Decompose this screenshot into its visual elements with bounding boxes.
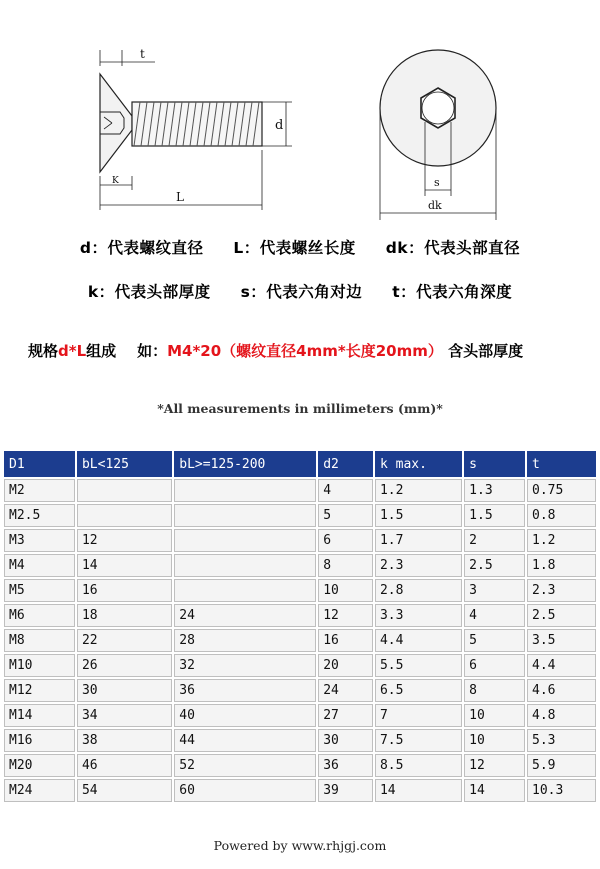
table-cell: 4	[464, 604, 525, 627]
legend-line-2	[0, 280, 600, 302]
dimension-table	[2, 449, 598, 804]
legend-hex-depth: t：代表六角深度	[392, 283, 513, 301]
legend-head-thickness: k：代表头部厚度	[87, 283, 211, 301]
table-cell	[174, 479, 316, 502]
table-cell: 8.5	[375, 754, 462, 777]
side-view	[100, 50, 292, 210]
spec-example-label: 如：	[137, 342, 168, 360]
diagram-label-L: L	[176, 190, 184, 204]
table-cell: 6.5	[375, 679, 462, 702]
table-cell: M20	[4, 754, 75, 777]
legend-screw-length: L：代表螺丝长度	[233, 239, 356, 257]
header-k-max: k max.	[375, 451, 462, 477]
table-cell: 1.5	[464, 504, 525, 527]
table-cell: 54	[77, 779, 172, 802]
table-cell: 39	[318, 779, 373, 802]
table-cell: 14	[375, 779, 462, 802]
table-cell: 20	[318, 654, 373, 677]
table-cell: 18	[77, 604, 172, 627]
table-cell: 14	[464, 779, 525, 802]
table-row	[4, 604, 596, 627]
table-cell: M8	[4, 629, 75, 652]
diagram-label-dk: dk	[428, 199, 442, 212]
table-cell: 44	[174, 729, 316, 752]
table-cell: 0.75	[527, 479, 596, 502]
spec-description	[28, 340, 523, 361]
table-cell: 26	[77, 654, 172, 677]
table-cell: 2.8	[375, 579, 462, 602]
spec-example: M4*20（螺纹直径4mm*长度20mm）	[167, 342, 443, 360]
spec-note: 含头部厚度	[448, 342, 524, 360]
table-cell: 1.2	[527, 529, 596, 552]
table-cell: 32	[174, 654, 316, 677]
table-cell	[174, 554, 316, 577]
table-cell: 8	[464, 679, 525, 702]
top-view	[380, 50, 496, 220]
table-cell: 16	[77, 579, 172, 602]
table-cell: 5.5	[375, 654, 462, 677]
measurement-note: *All measurements in millimeters (mm)*	[157, 401, 443, 416]
table-cell: 12	[318, 604, 373, 627]
table-cell: M24	[4, 779, 75, 802]
table-cell: 1.2	[375, 479, 462, 502]
table-cell: M12	[4, 679, 75, 702]
table-cell: 7	[375, 704, 462, 727]
table-cell: M2	[4, 479, 75, 502]
table-cell: 2.3	[527, 579, 596, 602]
table-cell: 1.8	[527, 554, 596, 577]
table-cell: 6	[464, 654, 525, 677]
table-cell: 34	[77, 704, 172, 727]
header-t: t	[527, 451, 596, 477]
diagram-label-t: t	[140, 47, 145, 61]
table-row	[4, 754, 596, 777]
legend-head-diameter: dk：代表头部直径	[385, 239, 521, 257]
table-cell: 40	[174, 704, 316, 727]
screw-diagram	[0, 0, 600, 225]
table-cell: 38	[77, 729, 172, 752]
diagram-label-d: d	[275, 118, 284, 133]
table-cell: 28	[174, 629, 316, 652]
table-cell: 4.6	[527, 679, 596, 702]
table-cell: 36	[318, 754, 373, 777]
powered-by: Powered by www.rhjgj.com	[213, 838, 387, 853]
table-row	[4, 529, 596, 552]
header-bl-125-200: bL>=125-200	[174, 451, 316, 477]
table-cell: 14	[77, 554, 172, 577]
header-bl-lt-125: bL<125	[77, 451, 172, 477]
table-header-row	[4, 451, 596, 477]
table-cell	[77, 504, 172, 527]
spec-suffix: 组成	[86, 342, 117, 360]
table-cell: 22	[77, 629, 172, 652]
header-d1: D1	[4, 451, 75, 477]
table-cell	[174, 529, 316, 552]
table-cell: 5.3	[527, 729, 596, 752]
table-cell: 10.3	[527, 779, 596, 802]
spec-formula: d*L	[58, 342, 87, 360]
table-cell: 36	[174, 679, 316, 702]
header-d2: d2	[318, 451, 373, 477]
table-row	[4, 554, 596, 577]
table-cell: 1.3	[464, 479, 525, 502]
diagram-label-s: s	[434, 176, 440, 189]
table-cell: M10	[4, 654, 75, 677]
table-cell: 1.5	[375, 504, 462, 527]
table-cell: 4.4	[375, 629, 462, 652]
table-cell: 30	[318, 729, 373, 752]
table-cell: 0.8	[527, 504, 596, 527]
table-cell: M16	[4, 729, 75, 752]
table-row	[4, 679, 596, 702]
table-cell: 46	[77, 754, 172, 777]
table-cell: 60	[174, 779, 316, 802]
table-cell: M3	[4, 529, 75, 552]
table-cell: 7.5	[375, 729, 462, 752]
table-cell: 2.3	[375, 554, 462, 577]
table-row	[4, 704, 596, 727]
table-cell: 12	[77, 529, 172, 552]
table-cell: 12	[464, 754, 525, 777]
diagram-label-k: K	[112, 176, 119, 186]
table-cell: M6	[4, 604, 75, 627]
table-cell: 3.5	[527, 629, 596, 652]
table-cell: 1.7	[375, 529, 462, 552]
table-row	[4, 654, 596, 677]
table-cell: M5	[4, 579, 75, 602]
table-cell: 2.5	[527, 604, 596, 627]
table-cell: 5	[318, 504, 373, 527]
header-s: s	[464, 451, 525, 477]
legend-line-1	[0, 236, 600, 258]
table-cell: M2.5	[4, 504, 75, 527]
table-row	[4, 629, 596, 652]
table-cell: 3.3	[375, 604, 462, 627]
table-row	[4, 579, 596, 602]
table-cell: 4.8	[527, 704, 596, 727]
legend-hex-across-flats: s：代表六角对边	[240, 283, 363, 301]
table-row	[4, 479, 596, 502]
table-cell: 10	[464, 729, 525, 752]
table-cell: 27	[318, 704, 373, 727]
table-cell: 5.9	[527, 754, 596, 777]
table-cell	[174, 579, 316, 602]
table-cell: 10	[464, 704, 525, 727]
table-cell	[174, 504, 316, 527]
legend-thread-diameter: d：代表螺纹直径	[79, 239, 204, 257]
table-cell: 8	[318, 554, 373, 577]
table-cell: 10	[318, 579, 373, 602]
table-cell: 4	[318, 479, 373, 502]
table-cell: 3	[464, 579, 525, 602]
table-cell: 24	[318, 679, 373, 702]
table-cell: M4	[4, 554, 75, 577]
table-cell: 30	[77, 679, 172, 702]
table-cell: 2	[464, 529, 525, 552]
table-cell: 5	[464, 629, 525, 652]
table-cell: 52	[174, 754, 316, 777]
table-cell: 16	[318, 629, 373, 652]
table-cell: 24	[174, 604, 316, 627]
table-row	[4, 779, 596, 802]
table-cell: 4.4	[527, 654, 596, 677]
spec-prefix: 规格	[28, 342, 59, 360]
table-cell	[77, 479, 172, 502]
table-row	[4, 504, 596, 527]
table-cell: M14	[4, 704, 75, 727]
table-row	[4, 729, 596, 752]
table-cell: 2.5	[464, 554, 525, 577]
table-cell: 6	[318, 529, 373, 552]
